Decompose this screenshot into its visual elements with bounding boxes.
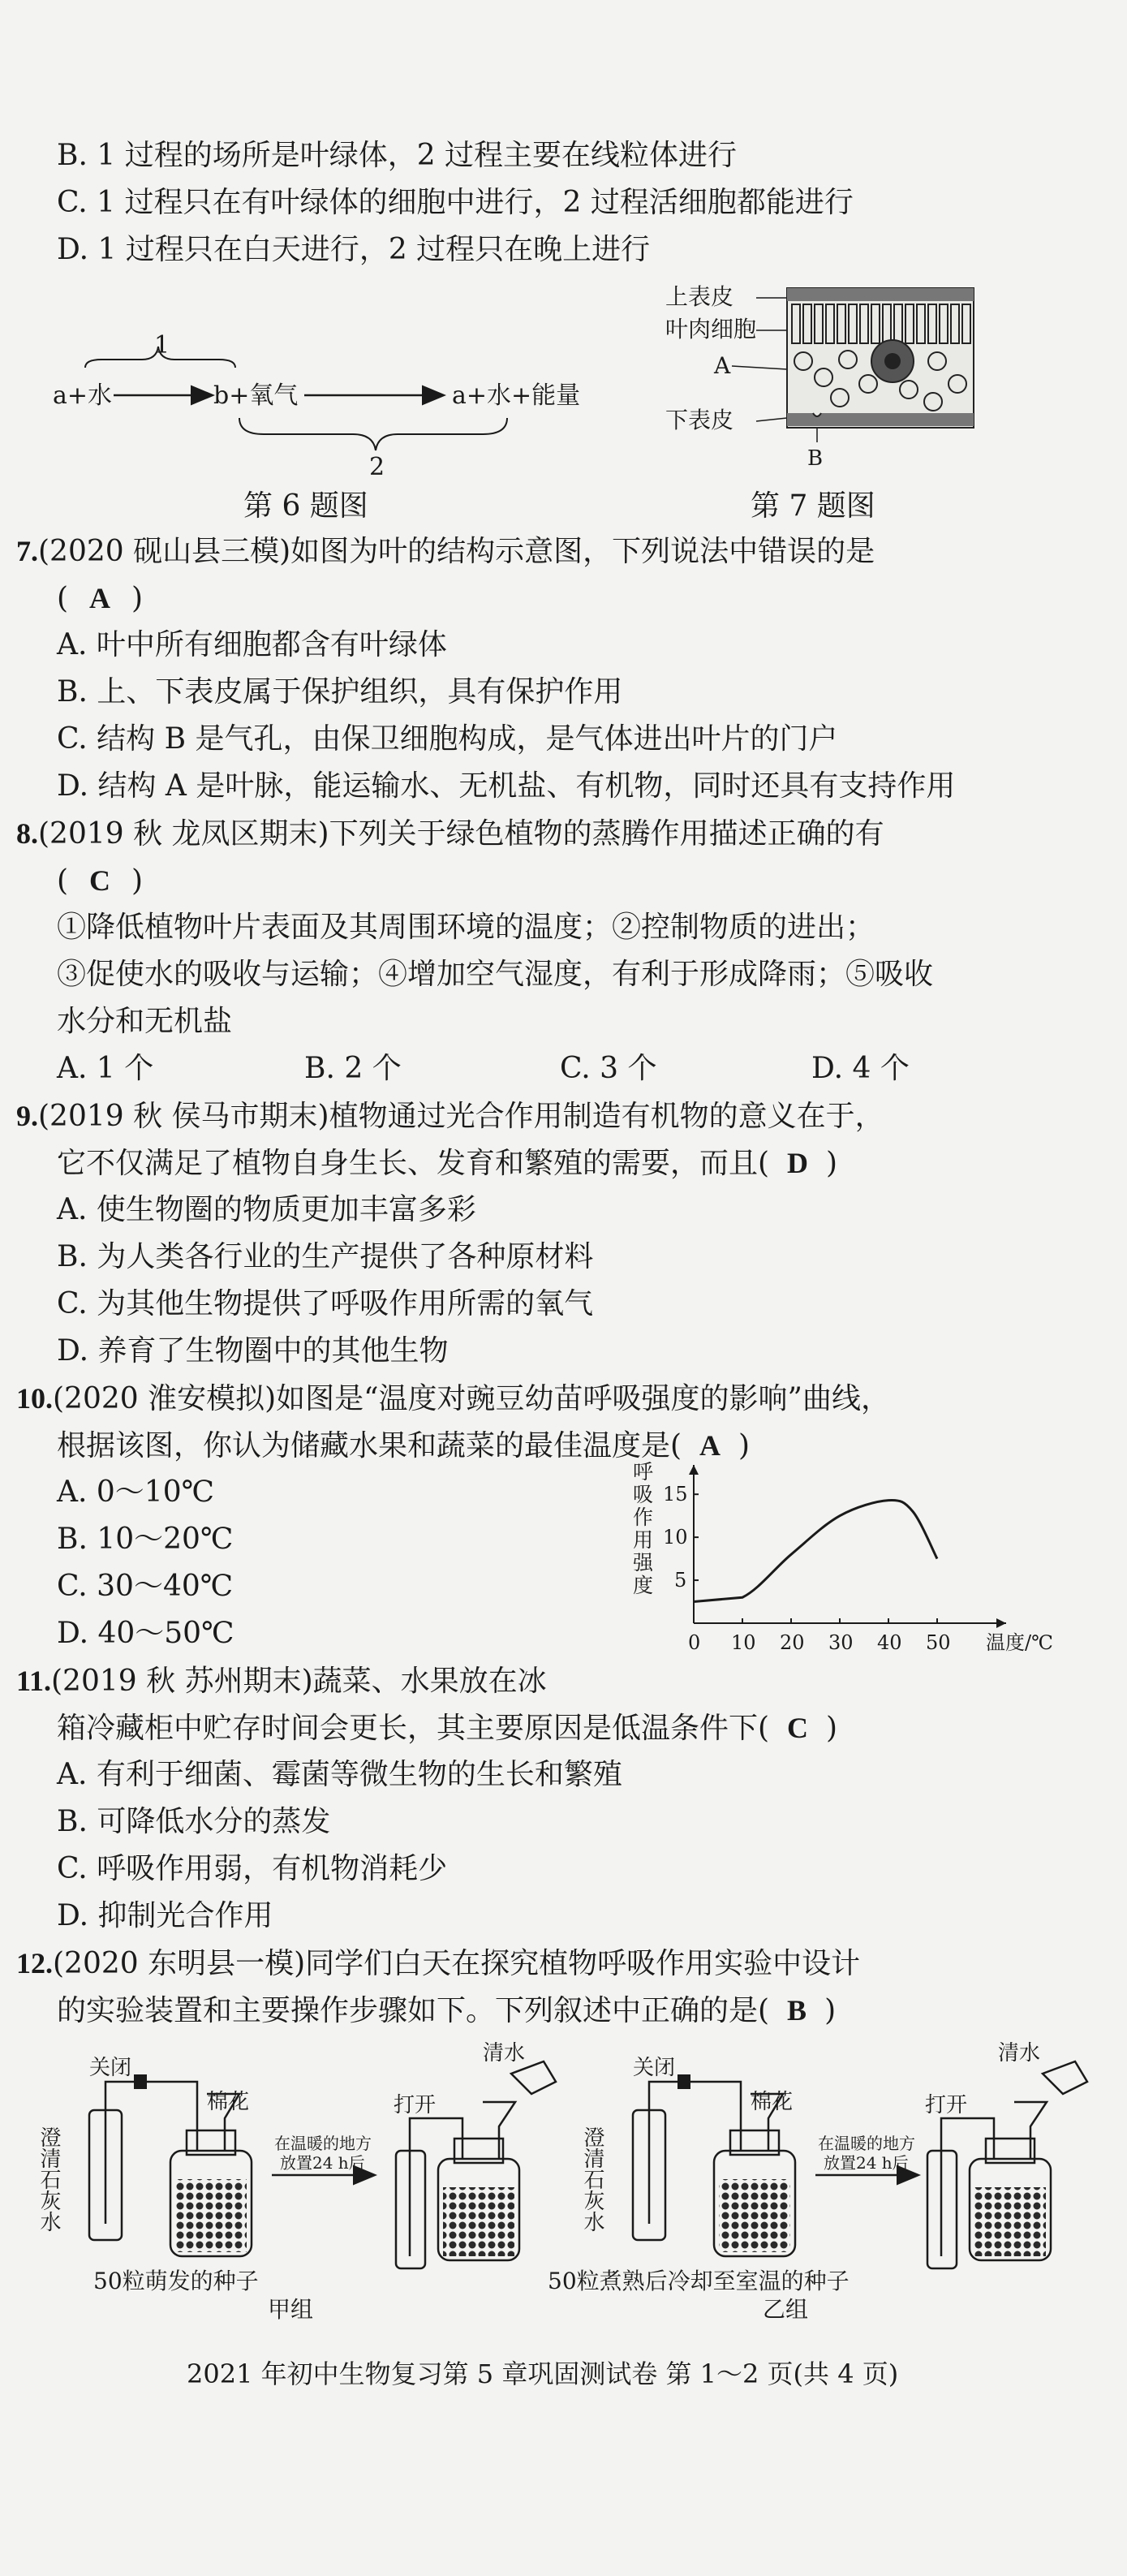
svg-text:澄清石灰水: 澄清石灰水 [37,2126,61,2232]
chart-y-tick-label: 10 [663,1526,688,1549]
q10-answer-letter: A [699,1429,721,1462]
q8-option-b: B. 2 个 [304,1052,402,1085]
svg-text:清水: 清水 [483,2041,526,2066]
page-footer: 2021 年初中生物复习第 5 章巩固测试卷 第 1～2 页(共 4 页) [187,2358,899,2389]
q8-stem-text: (2019 秋 龙凤区期末)下列关于绿色植物的蒸腾作用描述正确的有 [38,817,884,851]
q10-stem-text: (2020 淮安模拟)如图是“温度对豌豆幼苗呼吸强度的影响”曲线， [53,1382,890,1415]
q7-answer-letter: A [89,582,111,614]
chart-y-label: 呼吸作用强度 [633,1460,654,1597]
svg-text:打开: 打开 [925,2093,968,2117]
figure-6-diagram [45,321,596,507]
group-a-seeds-label: 50粒萌发的种子 [93,2268,259,2294]
chart-x-tick-label: 10 [731,1631,756,1654]
chart-y-tick-label: 15 [663,1483,688,1506]
chart-x-label: 温度/℃ [986,1631,1053,1654]
q12-stem-text: (2020 东明县一模)同学们白天在探究植物呼吸作用实验中设计 [53,1947,861,1980]
group-b-label: 乙组 [763,2296,809,2323]
fig7-label-b: B [807,446,824,471]
svg-text:澄清石灰水: 澄清石灰水 [580,2126,604,2232]
chart-x-tick-label: 50 [926,1631,951,1654]
q7-option-b: B. 上、下表皮属于保护组织，具有保护作用 [57,675,623,709]
q12-number: 12. [16,1947,53,1979]
q12-apparatus-figure [37,2041,1095,2323]
q8-option-d: D. 4 个 [811,1052,910,1085]
q7-stem [16,532,875,571]
q9-option-c: C. 为其他生物提供了呼吸作用所需的氧气 [57,1287,594,1320]
fig6-label-1: 1 [154,331,170,360]
fig7-label-lower-epidermis: 下表皮 [665,407,734,433]
svg-text:放置24 h后: 放置24 h后 [824,2153,909,2173]
q11-number: 11. [16,1665,52,1697]
q7-stem-text: (2020 砚山县三模)如图为叶的结构示意图，下列说法中错误的是 [38,535,875,568]
q9-option-d: D. 养育了生物圈中的其他生物 [57,1334,449,1368]
q10-option-c: C. 30～40℃ [57,1570,234,1603]
q10-option-b: B. 10～20℃ [57,1523,234,1556]
q11-stem-1 [16,1661,547,1701]
q8-answer: ( C ) [57,864,144,898]
fig6-right: a+水+能量 [452,381,581,410]
figure-6-caption: 第 6 题图 [243,489,368,523]
q10-number: 10. [16,1382,53,1415]
q7-option-c: C. 结构 B 是气孔，由保卫细胞构成，是气体进出叶片的门户 [57,722,838,756]
q8-statement-line-1: ①降低植物叶片表面及其周围环境的温度；②控制物质的进出； [57,911,875,944]
q11-option-b: B. 可降低水分的蒸发 [57,1805,331,1838]
group-a-apparatus-open [394,2041,556,2268]
q7-answer: ( A ) [57,582,144,615]
q12-answer-letter: B [787,1994,807,2027]
q9-number: 9. [16,1100,38,1132]
q9-answer-letter: D [787,1147,809,1179]
svg-text:棉花: 棉花 [751,2090,794,2114]
q9-stem-2: 它不仅满足了植物自身生长、发育和繁殖的需要，而且( D ) [57,1147,838,1180]
q6-option-b: B. 1 过程的场所是叶绿体，2 过程主要在线粒体进行 [57,139,738,172]
q8-answer-letter: C [89,864,111,897]
group-b-apparatus-open [925,2041,1087,2268]
q6-option-d: D. 1 过程只在白天进行，2 过程只在晚上进行 [57,233,651,266]
q10-stem-1 [16,1379,890,1419]
q7-option-a: A. 叶中所有细胞都含有叶绿体 [57,628,447,661]
q10-option-d: D. 40～50℃ [57,1617,234,1650]
svg-text:在温暖的地方: 在温暖的地方 [274,2134,372,2153]
q9-stem-1 [16,1096,884,1136]
q9-option-a: A. 使生物圈的物质更加丰富多彩 [57,1193,476,1226]
figure-7-caption: 第 7 题图 [751,489,875,523]
fig7-label-mesophyll: 叶肉细胞 [665,316,757,342]
svg-text:关闭: 关闭 [633,2056,676,2080]
group-a-label: 甲组 [268,2296,314,2323]
q7-option-d: D. 结构 A 是叶脉，能运输水、无机盐、有机物，同时还具有支持作用 [57,769,956,803]
chart-x-tick-label: 0 [688,1631,701,1654]
q11-option-a: A. 有利于细菌、霉菌等微生物的生长和繁殖 [57,1758,622,1791]
svg-text:关闭: 关闭 [89,2056,132,2080]
group-a-apparatus-closed [37,2056,252,2256]
fig7-label-upper-epidermis: 上表皮 [665,283,734,310]
q11-stem-text: (2019 秋 苏州期末)蔬菜、水果放在冰 [51,1665,547,1698]
q11-option-d: D. 抑制光合作用 [57,1899,273,1932]
q9-option-b: B. 为人类各行业的生产提供了各种原材料 [57,1240,594,1273]
q8-stem [16,814,884,854]
q10-option-a: A. 0～10℃ [57,1475,214,1509]
chart-x-tick-label: 40 [877,1631,902,1654]
group-b-seeds-label: 50粒煮熟后冷却至室温的种子 [548,2268,850,2294]
q10-respiration-chart [617,1460,1053,1680]
q8-number: 8. [16,817,38,850]
fig6-left: a+水 [53,381,113,410]
chart-x-tick-label: 20 [780,1631,805,1654]
figure-7-leaf-diagram [665,280,982,475]
svg-text:打开: 打开 [394,2093,437,2117]
q11-option-c: C. 呼吸作用弱，有机物消耗少 [57,1852,448,1885]
q12-stem-2: 的实验装置和主要操作步骤如下。下列叙述中正确的是( B ) [57,1994,837,2027]
q8-statement-line-3: 水分和无机盐 [57,1005,233,1038]
q11-answer-letter: C [787,1712,809,1744]
fig6-label-2: 2 [369,453,385,481]
q8-statement-line-2: ③促使水的吸收与运输；④增加空气湿度，有利于形成降雨；⑤吸收 [57,958,934,991]
svg-text:在温暖的地方: 在温暖的地方 [818,2134,915,2153]
svg-text:放置24 h后: 放置24 h后 [280,2153,365,2173]
chart-y-tick-label: 5 [674,1569,687,1592]
q11-stem-2: 箱冷藏柜中贮存时间会更长，其主要原因是低温条件下( C ) [57,1712,838,1745]
svg-text:清水: 清水 [998,2041,1041,2066]
q7-number: 7. [16,535,38,567]
chart-series-line [694,1500,937,1601]
q8-option-a: A. 1 个 [57,1052,154,1085]
fig7-label-a: A [714,352,731,379]
chart-x-tick-label: 30 [828,1631,854,1654]
svg-text:棉花: 棉花 [207,2090,250,2114]
q12-stem-1 [16,1944,860,1984]
q9-stem-text: (2019 秋 侯马市期末)植物通过光合作用制造有机物的意义在于， [38,1100,884,1133]
chart-y-axis-label [633,1460,654,1597]
q10-stem-2: 根据该图，你认为储藏水果和蔬菜的最佳温度是( A ) [57,1429,751,1462]
q8-option-c: C. 3 个 [560,1052,657,1085]
group-b-apparatus-closed [580,2056,795,2256]
fig6-mid: b+氧气 [213,381,299,410]
q6-option-c: C. 1 过程只在有叶绿体的细胞中进行，2 过程活细胞都能进行 [57,186,854,219]
